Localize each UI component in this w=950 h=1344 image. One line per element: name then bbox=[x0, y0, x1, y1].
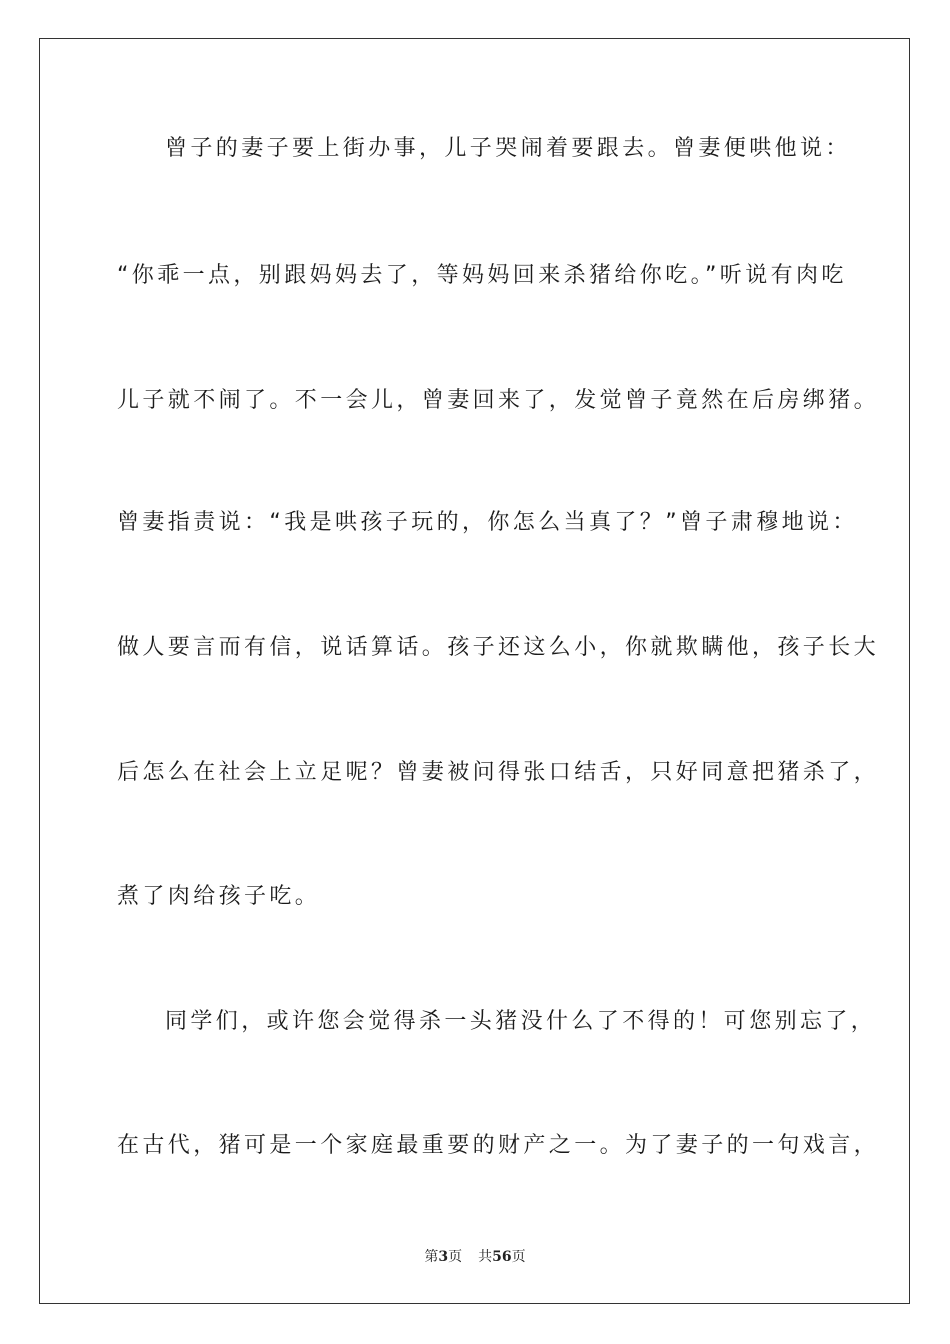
paragraph-1-line-1: 曾子的妻子要上街办事，儿子哭闹着要跟去。曾妻便哄他说： bbox=[165, 136, 851, 161]
footer-page-prefix: 第 bbox=[424, 1249, 439, 1265]
paragraph-1-line-7: 煮了肉给孩子吃。 bbox=[117, 884, 321, 909]
footer-total-pages: 56 bbox=[492, 1249, 512, 1265]
paragraph-1-line-4: 曾妻指责说：“我是哄孩子玩的，你怎么当真了？”曾子肃穆地说： bbox=[117, 510, 858, 535]
footer-total-prefix: 共 bbox=[478, 1249, 493, 1265]
paragraph-2-line-1: 同学们，或许您会觉得杀一头猪没什么了不得的！可您别忘了， bbox=[165, 1009, 877, 1034]
paragraph-1-line-5: 做人要言而有信，说话算话。孩子还这么小，你就欺瞒他，孩子长大 bbox=[117, 635, 880, 660]
footer-total-suffix: 页 bbox=[511, 1249, 526, 1265]
paragraph-1-line-6: 后怎么在社会上立足呢？曾妻被问得张口结舌，只好同意把猪杀了， bbox=[117, 760, 880, 785]
page-footer bbox=[0, 1248, 950, 1266]
paragraph-2-line-2: 在古代，猪可是一个家庭最重要的财产之一。为了妻子的一句戏言， bbox=[117, 1133, 880, 1158]
paragraph-1-line-2: “你乖一点，别跟妈妈去了，等妈妈回来杀猪给你吃。”听说有肉吃 bbox=[117, 263, 847, 288]
footer-page-suffix: 页 bbox=[448, 1249, 463, 1265]
paragraph-1-line-3: 儿子就不闹了。不一会儿，曾妻回来了，发觉曾子竟然在后房绑猪。 bbox=[117, 388, 880, 413]
footer-page-number: 3 bbox=[438, 1249, 449, 1265]
page-border bbox=[39, 38, 910, 1304]
